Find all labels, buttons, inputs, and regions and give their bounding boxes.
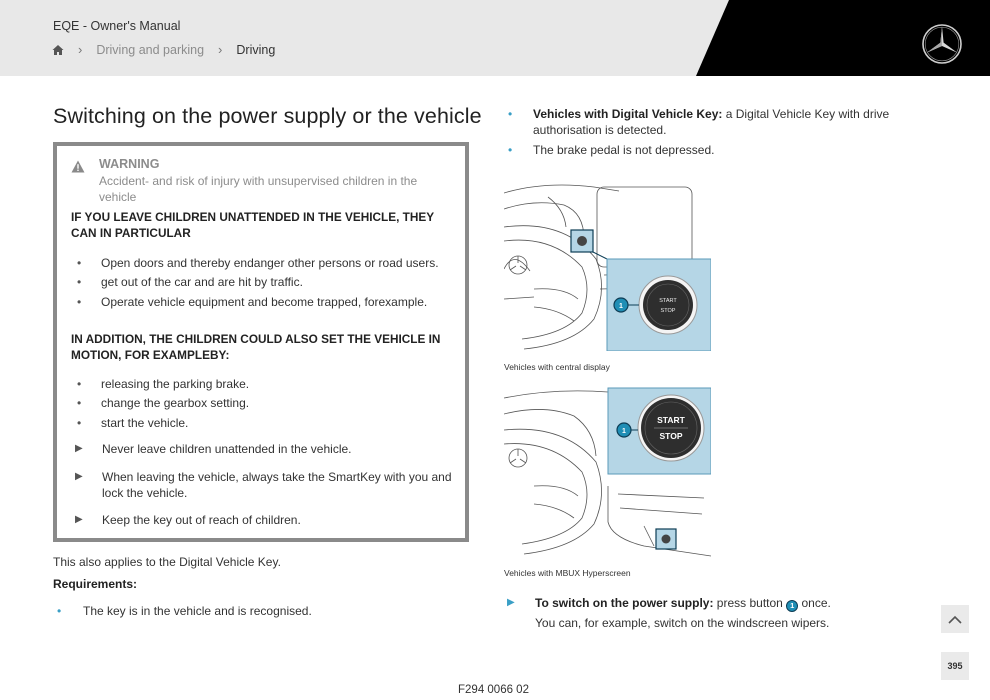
list-item: • Operate vehicle equipment and become trapped, forexample. xyxy=(77,294,428,309)
requirements-label: Requirements: xyxy=(53,577,138,591)
warning-actions xyxy=(71,441,461,528)
condition-list xyxy=(505,106,925,158)
list-item: • change the gearbox setting. xyxy=(77,396,250,411)
list-item: • start the vehicle. xyxy=(77,415,189,430)
bullet-icon: • xyxy=(508,143,513,157)
figure-caption: Vehicles with MBUX Hyperscreen xyxy=(504,568,631,578)
scroll-to-top-button[interactable] xyxy=(941,605,969,633)
list-item: • get out of the car and are hit by traffic. xyxy=(77,275,303,290)
chevron-up-icon xyxy=(948,615,962,624)
figure-central-display xyxy=(504,179,711,351)
start-label: START xyxy=(657,415,685,425)
list-item: • releasing the parking brake. xyxy=(77,377,250,391)
callout-number-badge: 1 xyxy=(786,600,798,612)
bullet-icon: • xyxy=(77,396,82,411)
list-item: • Open doors and thereby endanger other persons or road users. xyxy=(77,256,439,270)
action-arrow-icon: ▶ xyxy=(507,597,515,608)
figure-mbux-hyperscreen xyxy=(504,386,711,558)
stop-label: STOP xyxy=(660,308,676,314)
chevron-right-icon: › xyxy=(78,42,83,57)
page-number-badge[interactable]: 395 xyxy=(941,652,969,680)
warning-triangle-icon xyxy=(71,160,85,173)
step-note: You can, for example, switch on the windscreen wipers. xyxy=(535,616,830,630)
warning-heading: WARNING xyxy=(99,157,160,171)
bullet-icon: • xyxy=(57,604,62,618)
action-arrow-icon: ▶ xyxy=(75,443,83,454)
callout-number: 1 xyxy=(622,428,626,435)
warning-caps-1: IF YOU LEAVE CHILDREN UNATTENDED IN THE VEHICLE, THEY CAN IN PARTICULAR xyxy=(71,210,434,240)
manual-title: EQE - Owner's Manual xyxy=(53,19,181,33)
warning-subheading: Accident- and risk of injury with unsupervised children in the vehicle xyxy=(99,174,418,204)
breadcrumb-driving-and-parking[interactable]: Driving and parking xyxy=(96,42,205,57)
figure-caption: Vehicles with central display xyxy=(504,362,610,372)
start-label: START xyxy=(659,298,677,304)
breadcrumb-driving: Driving xyxy=(236,42,276,57)
digital-key-note: This also applies to the Digital Vehicle Key. xyxy=(53,555,281,569)
bullet-icon: • xyxy=(77,256,82,270)
breadcrumb xyxy=(52,42,275,57)
warning-list-1 xyxy=(71,255,461,313)
chevron-right-icon: › xyxy=(218,42,223,57)
callout-number: 1 xyxy=(619,303,623,310)
list-item: • The brake pedal is not depressed. xyxy=(508,143,715,157)
bullet-icon: • xyxy=(77,294,82,309)
bullet-icon: • xyxy=(77,275,82,290)
instruction-step: ▶ To switch on the power supply: press button 1 once. You can, for example, switch on the windscreen wipers. xyxy=(507,593,907,633)
warning-caps-2: IN ADDITION, THE CHILDREN COULD ALSO SET THE VEHICLE IN MOTION, FOR EXAMPLEBY: xyxy=(71,332,441,362)
home-icon[interactable] xyxy=(52,44,64,56)
bullet-icon: • xyxy=(508,107,513,121)
warning-list-2 xyxy=(71,376,461,434)
action-item: ▶ Never leave children unattended in the vehicle. xyxy=(75,442,352,456)
bullet-icon: • xyxy=(77,377,82,391)
action-arrow-icon: ▶ xyxy=(75,514,83,525)
action-item: ▶ Keep the key out of reach of children. xyxy=(75,513,301,527)
figure-code: F294 0066 02 xyxy=(458,684,529,696)
page-title: Switching on the power supply or the vehicle xyxy=(53,104,482,128)
warning-box xyxy=(53,142,469,542)
bullet-icon: • xyxy=(77,415,82,430)
stop-label: STOP xyxy=(659,431,683,441)
action-item: ▶ When leaving the vehicle, always take the SmartKey with you and lock the vehicle. xyxy=(75,470,452,500)
mercedes-star-logo-icon xyxy=(921,23,963,65)
action-arrow-icon: ▶ xyxy=(75,471,83,482)
list-item: • Vehicles with Digital Vehicle Key: a Digital Vehicle Key with drive authorisation is detected. xyxy=(508,107,890,137)
